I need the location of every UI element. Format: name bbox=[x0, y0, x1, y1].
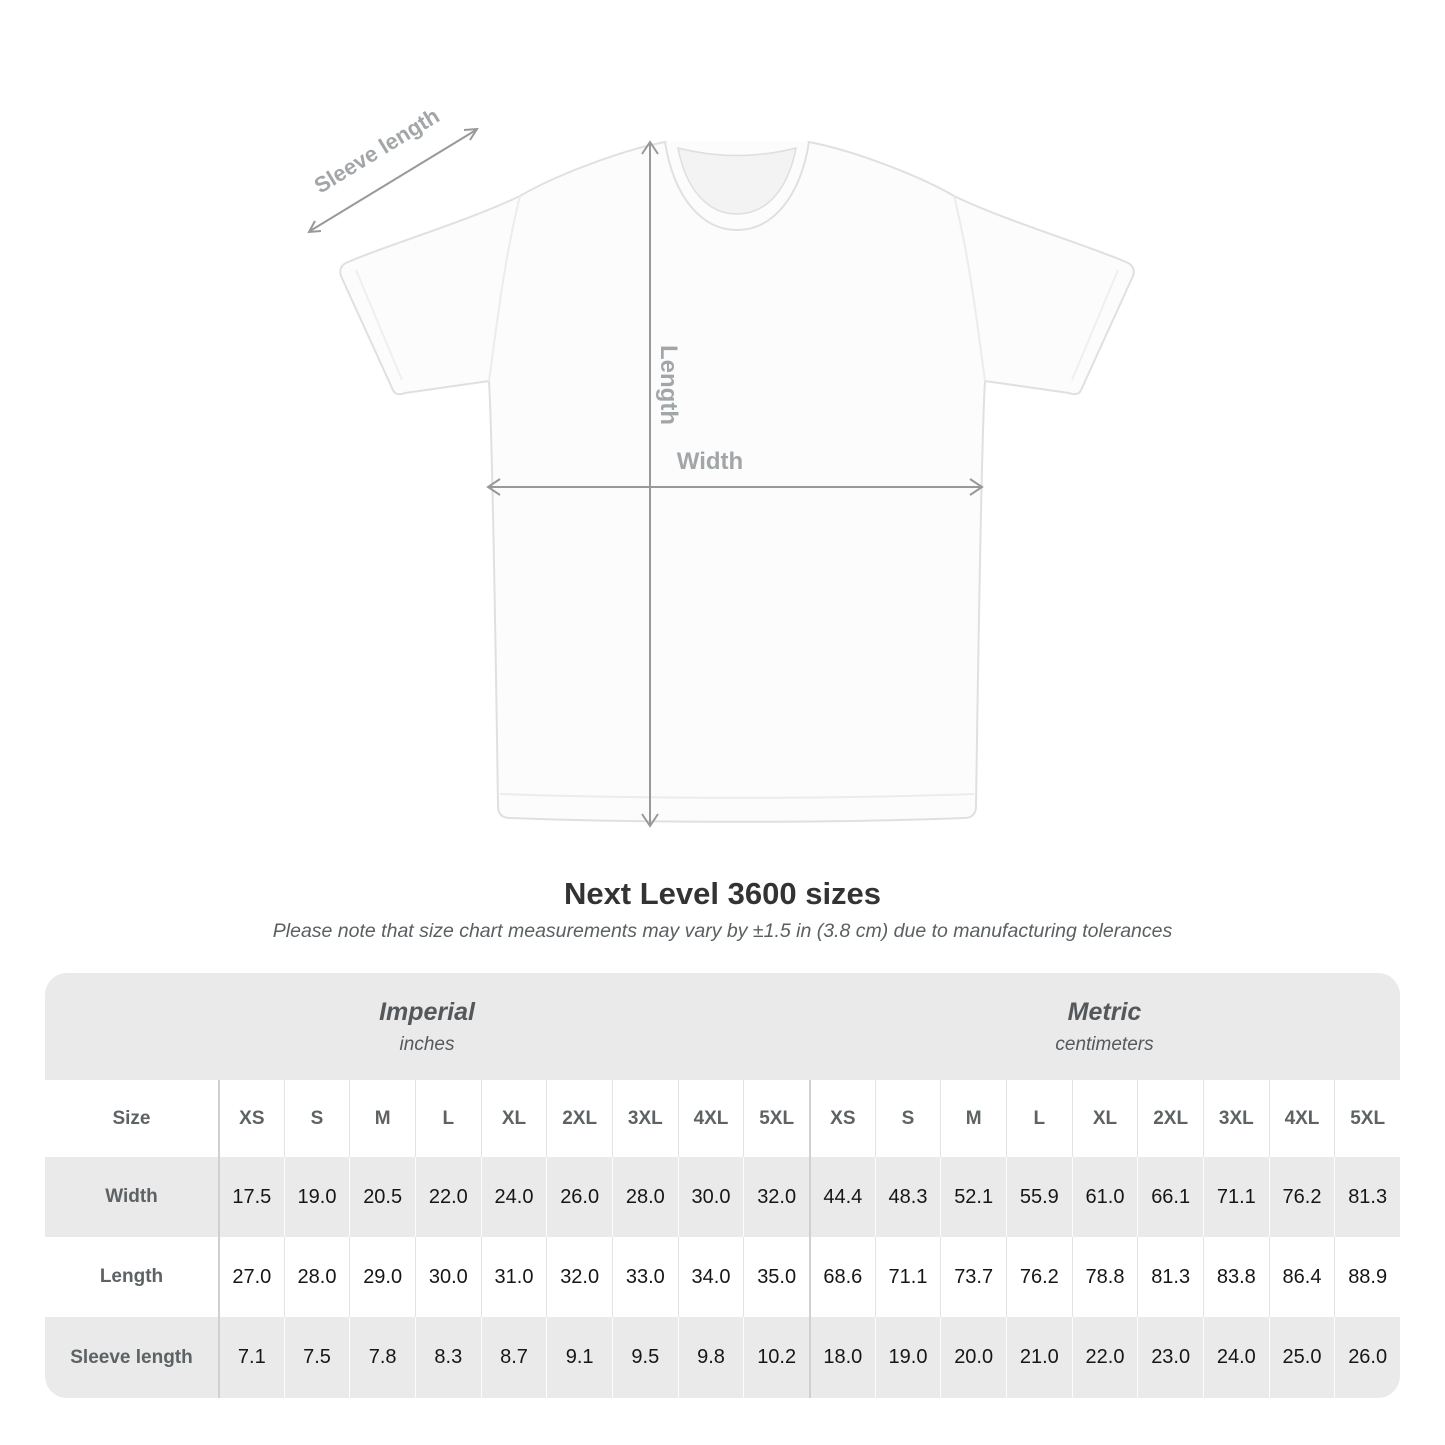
size-cell: 2XL bbox=[1137, 1080, 1203, 1157]
size-cell: 5XL bbox=[743, 1080, 809, 1157]
size-cell: XL bbox=[1072, 1080, 1138, 1157]
value-cell: 10.2 bbox=[743, 1317, 809, 1398]
value-cell: 18.0 bbox=[809, 1317, 875, 1398]
tshirt-body bbox=[340, 142, 1133, 822]
value-cell: 78.8 bbox=[1072, 1237, 1138, 1317]
value-cell: 73.7 bbox=[940, 1237, 1006, 1317]
value-cell: 33.0 bbox=[612, 1237, 678, 1317]
value-cell: 7.1 bbox=[218, 1317, 284, 1398]
size-cell: 4XL bbox=[1269, 1080, 1335, 1157]
imperial-label: Imperial bbox=[379, 997, 475, 1026]
value-cell: 19.0 bbox=[284, 1157, 350, 1237]
value-cell: 24.0 bbox=[1203, 1317, 1269, 1398]
sleeve-length-diagram-label: Sleeve length bbox=[309, 102, 444, 199]
size-cell: M bbox=[349, 1080, 415, 1157]
value-cell: 17.5 bbox=[218, 1157, 284, 1237]
value-cell: 76.2 bbox=[1269, 1157, 1335, 1237]
size-cell: 2XL bbox=[546, 1080, 612, 1157]
length-diagram-label: Length bbox=[655, 345, 682, 425]
width-diagram-label: Width bbox=[676, 448, 744, 475]
value-cell: 29.0 bbox=[349, 1237, 415, 1317]
value-cell: 81.3 bbox=[1137, 1237, 1203, 1317]
value-cell: 27.0 bbox=[218, 1237, 284, 1317]
size-cell: XS bbox=[809, 1080, 875, 1157]
metric-section-header bbox=[809, 973, 1400, 1080]
size-cell: S bbox=[875, 1080, 941, 1157]
size-column-header: Size bbox=[112, 1107, 151, 1129]
unit-section-header-row bbox=[45, 973, 1400, 1080]
sleeve-length-row bbox=[45, 1317, 1400, 1398]
value-cell: 83.8 bbox=[1203, 1237, 1269, 1317]
size-cell: 3XL bbox=[612, 1080, 678, 1157]
value-cell: 23.0 bbox=[1137, 1317, 1203, 1398]
size-cell: S bbox=[284, 1080, 350, 1157]
value-cell: 9.5 bbox=[612, 1317, 678, 1398]
value-cell: 24.0 bbox=[481, 1157, 547, 1237]
value-cell: 30.0 bbox=[678, 1157, 744, 1237]
metric-unit: centimeters bbox=[1055, 1033, 1154, 1055]
sleeve-length-arrow bbox=[309, 129, 477, 232]
value-cell: 61.0 bbox=[1072, 1157, 1138, 1237]
value-cell: 48.3 bbox=[875, 1157, 941, 1237]
width-row bbox=[45, 1157, 1400, 1237]
size-cell: 4XL bbox=[678, 1080, 744, 1157]
value-cell: 19.0 bbox=[875, 1317, 941, 1398]
size-cell: XS bbox=[218, 1080, 284, 1157]
value-cell: 28.0 bbox=[284, 1237, 350, 1317]
value-cell: 8.7 bbox=[481, 1317, 547, 1398]
size-cell: XL bbox=[481, 1080, 547, 1157]
value-cell: 26.0 bbox=[1334, 1317, 1400, 1398]
value-cell: 81.3 bbox=[1334, 1157, 1400, 1237]
value-cell: 86.4 bbox=[1269, 1237, 1335, 1317]
value-cell: 88.9 bbox=[1334, 1237, 1400, 1317]
row-label-length: Length bbox=[99, 1266, 164, 1287]
value-cell: 32.0 bbox=[546, 1237, 612, 1317]
value-cell: 76.2 bbox=[1006, 1237, 1072, 1317]
value-cell: 22.0 bbox=[415, 1157, 481, 1237]
imperial-unit: inches bbox=[399, 1033, 455, 1055]
value-cell: 28.0 bbox=[612, 1157, 678, 1237]
value-cell: 52.1 bbox=[940, 1157, 1006, 1237]
value-cell: 21.0 bbox=[1006, 1317, 1072, 1398]
size-cell: 3XL bbox=[1203, 1080, 1269, 1157]
value-cell: 55.9 bbox=[1006, 1157, 1072, 1237]
size-cell: M bbox=[940, 1080, 1006, 1157]
length-row bbox=[45, 1237, 1400, 1317]
value-cell: 68.6 bbox=[809, 1237, 875, 1317]
metric-label: Metric bbox=[1067, 997, 1142, 1026]
size-header-row bbox=[45, 1080, 1400, 1157]
value-cell: 8.3 bbox=[415, 1317, 481, 1398]
value-cell: 25.0 bbox=[1269, 1317, 1335, 1398]
row-label-sleeve-length: Sleeve length bbox=[70, 1346, 193, 1368]
value-cell: 30.0 bbox=[415, 1237, 481, 1317]
value-cell: 7.8 bbox=[349, 1317, 415, 1398]
page-title: Next Level 3600 sizes bbox=[563, 876, 882, 911]
value-cell: 71.1 bbox=[875, 1237, 941, 1317]
size-cell: 5XL bbox=[1334, 1080, 1400, 1157]
value-cell: 9.8 bbox=[678, 1317, 744, 1398]
value-cell: 44.4 bbox=[809, 1157, 875, 1237]
tolerance-note: Please note that size chart measurements may vary by ±1.5 in (3.8 cm) due to manufacturing tolerances bbox=[272, 920, 1173, 942]
value-cell: 20.0 bbox=[940, 1317, 1006, 1398]
value-cell: 7.5 bbox=[284, 1317, 350, 1398]
value-cell: 22.0 bbox=[1072, 1317, 1138, 1398]
value-cell: 31.0 bbox=[481, 1237, 547, 1317]
imperial-section-header bbox=[45, 973, 809, 1080]
value-cell: 32.0 bbox=[743, 1157, 809, 1237]
value-cell: 9.1 bbox=[546, 1317, 612, 1398]
value-cell: 35.0 bbox=[743, 1237, 809, 1317]
value-cell: 34.0 bbox=[678, 1237, 744, 1317]
row-label-width: Width bbox=[105, 1186, 158, 1207]
value-cell: 20.5 bbox=[349, 1157, 415, 1237]
value-cell: 66.1 bbox=[1137, 1157, 1203, 1237]
value-cell: 71.1 bbox=[1203, 1157, 1269, 1237]
value-cell: 26.0 bbox=[546, 1157, 612, 1237]
size-cell: L bbox=[415, 1080, 481, 1157]
size-table bbox=[45, 973, 1400, 1398]
size-cell: L bbox=[1006, 1080, 1072, 1157]
